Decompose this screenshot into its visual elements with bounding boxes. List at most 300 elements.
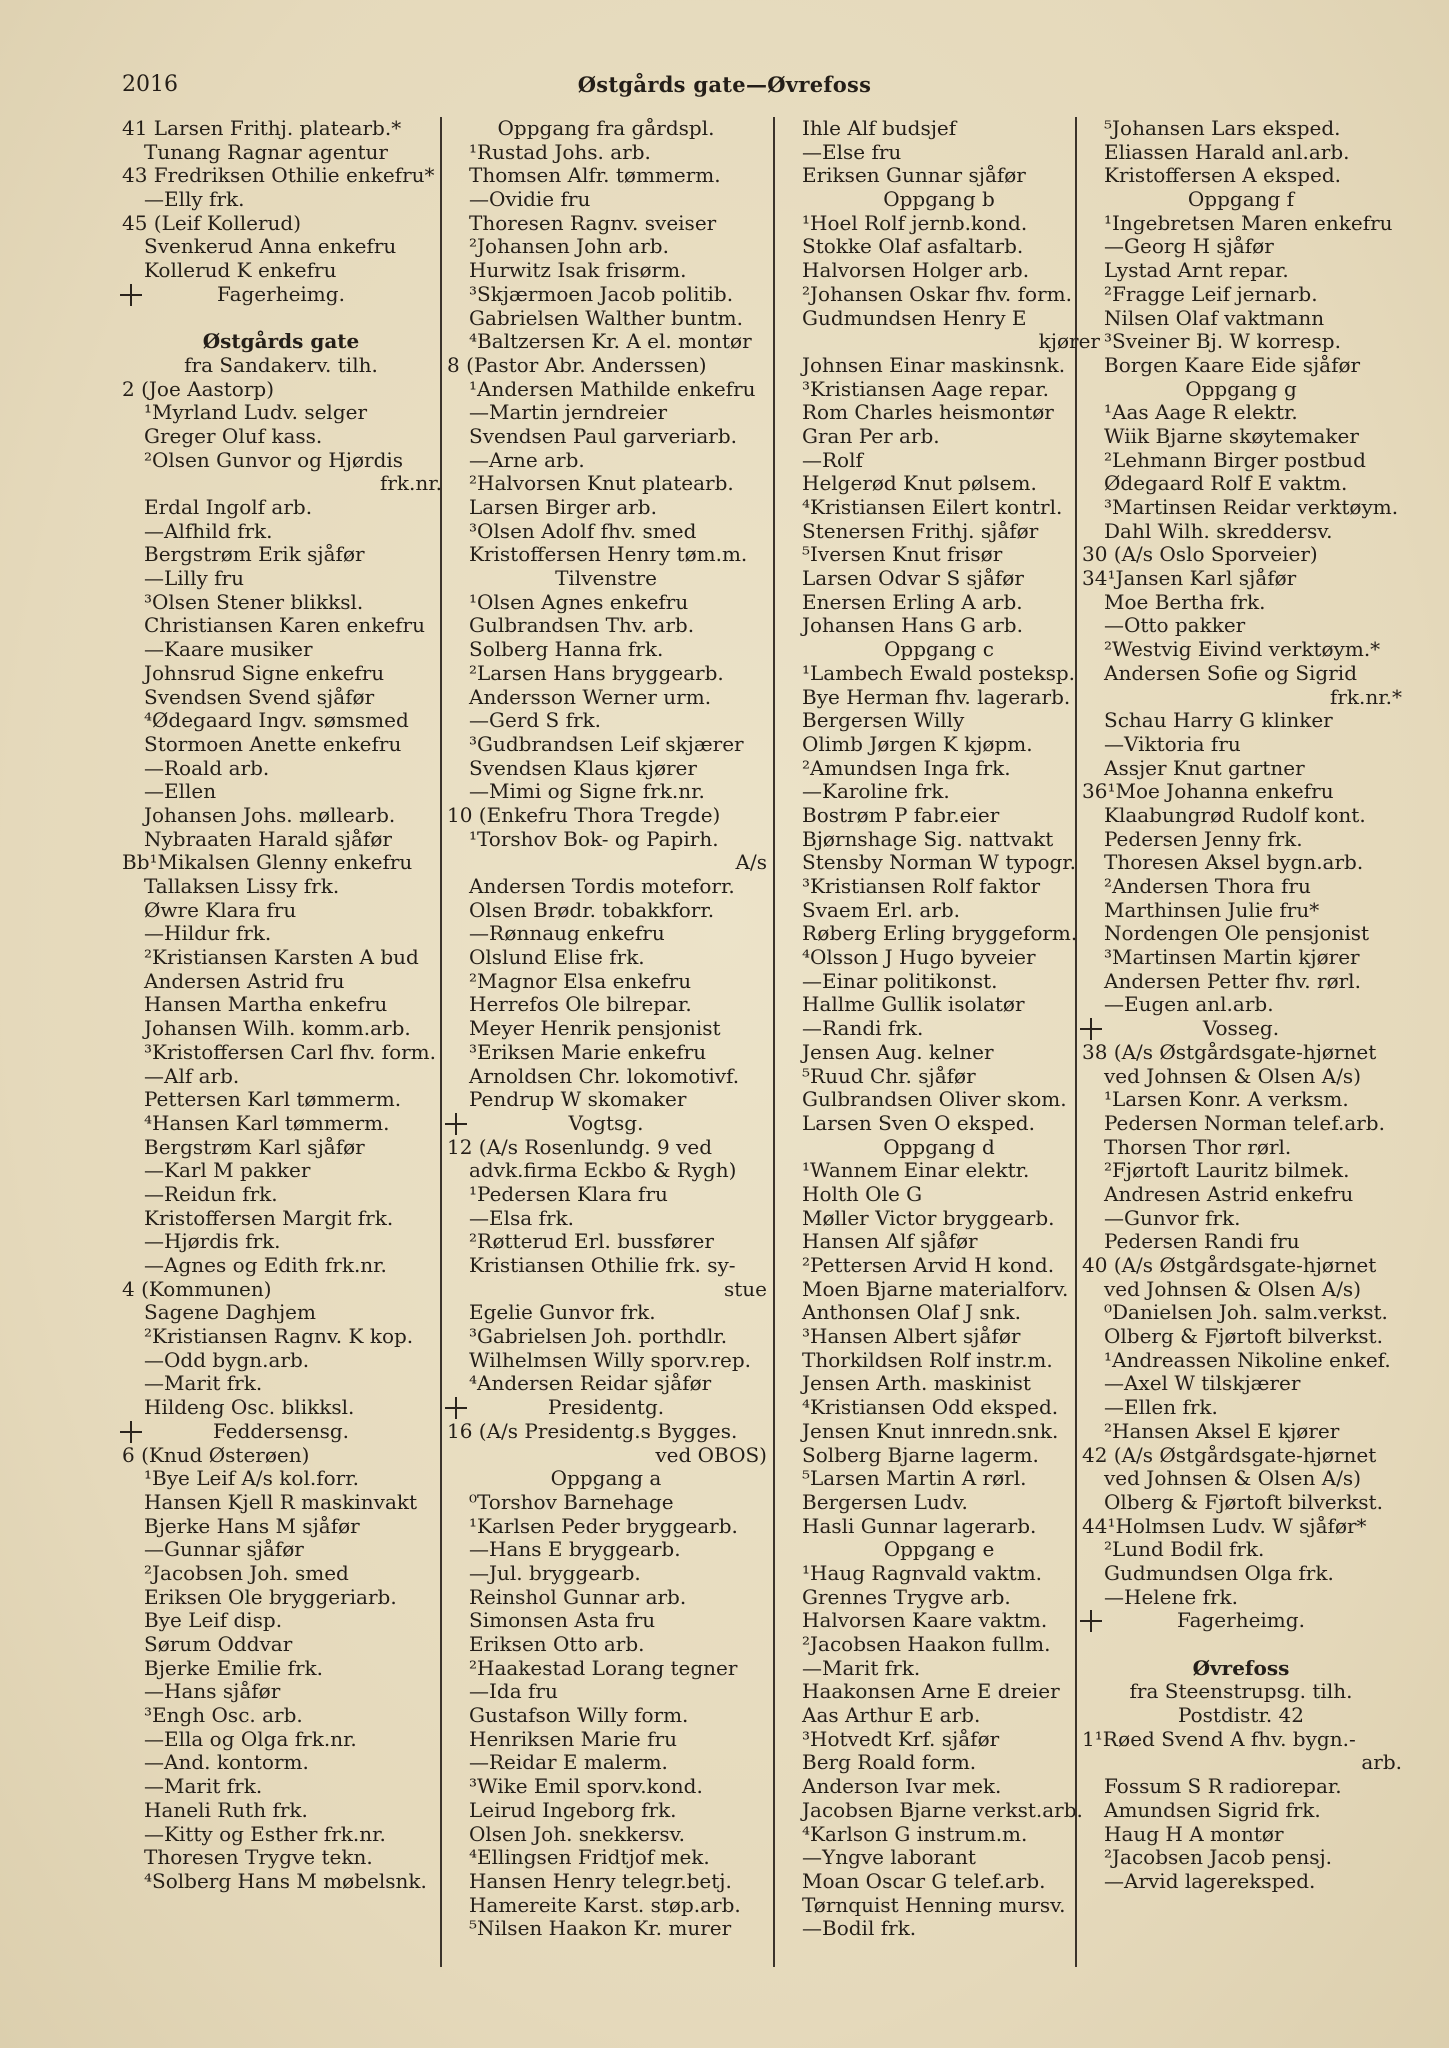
resident-entry: Bye Leif disp. [144,1608,283,1633]
resident-entry: Andresen Astrid enkefru [1104,1181,1354,1206]
section-label: Oppgang f [1187,187,1295,212]
resident-entry: —Roald arb. [144,755,270,780]
resident-entry: Thomsen Alfr. tømmerm. [469,163,721,188]
section-label: Tilvenstre [555,566,657,591]
resident-entry: Eriksen Gunnar sjåfør [802,163,1026,188]
resident-entry: ³Martinsen Martin kjører [1104,945,1360,970]
resident-entry: Jensen Aug. kelner [802,1039,994,1064]
resident-entry: —Jul. bryggearb. [469,1560,641,1585]
resident-entry: —Kitty og Esther frk.nr. [144,1821,386,1846]
resident-entry: Svendsen Klaus kjører [469,755,697,780]
section-label: fra Steenstrupsg. tilh. [1129,1679,1353,1704]
resident-entry: ⁵Johansen Lars eksped. [1104,116,1341,140]
resident-entry: Reinshol Gunnar arb. [469,1584,687,1609]
resident-entry: ²Jacobsen Jacob pensj. [1104,1845,1333,1870]
resident-entry: Svendsen Paul garveriarb. [469,423,737,448]
resident-entry: Larsen Birger arb. [469,495,657,519]
resident-entry: ³Kristiansen Rolf faktor [802,874,1041,898]
resident-entry: Wiik Bjarne skøytemaker [1104,423,1359,448]
resident-entry: —Einar politikonst. [802,968,998,993]
resident-entry: Thorkildsen Rolf instr.m. [802,1347,1053,1372]
resident-entry: Gabrielsen Walther buntm. [469,305,743,330]
resident-entry: —Marit frk. [144,1774,263,1799]
resident-entry: ³Wike Emil sporv.kond. [469,1774,703,1799]
cross-street: Fagerheimg. [120,283,442,307]
resident-entry: Moen Bjarne materialforv. [802,1276,1069,1301]
resident-entry: Gudmundsen Henry E [802,305,1027,330]
resident-entry: Schau Harry G klinker [1104,708,1333,733]
resident-entry: —Georg H sjåfør [1104,234,1274,259]
resident-entry: Andersson Werner urm. [469,684,712,709]
resident-entry: —Karoline frk. [802,779,950,804]
resident-entry: Ihle Alf budsjef [802,116,957,140]
resident-entry: ⁴Solberg Hans M møbelsnk. [144,1868,427,1893]
resident-entry: ²Magnor Elsa enkefru [469,968,692,993]
resident-entry: ⁵Nilsen Haakon Kr. murer [469,1916,732,1941]
resident-entry: ³Sveiner Bj. W korresp. [1104,329,1341,354]
resident-entry: ²Hansen Aksel E kjører [1104,1418,1340,1443]
resident-entry: ³Gabrielsen Joh. porthdlr. [469,1324,728,1349]
resident-entry: Eriksen Otto arb. [469,1632,645,1656]
resident-entry: Gustafson Willy form. [469,1703,689,1728]
resident-entry: Johnsen Einar maskinsnk. [802,352,1066,377]
resident-entry: Olslund Elise frk. [469,945,645,970]
resident-entry: ¹Wannem Einar elektr. [802,1158,1030,1183]
resident-entry: ved Johnsen & Olsen A/s) [1104,1466,1361,1491]
section-label: Postdistr. 42 [1177,1703,1304,1728]
resident-entry: —Arvid lagereksped. [1104,1868,1316,1893]
resident-entry: ⁴Kristiansen Eilert kontrl. [802,495,1063,519]
resident-entry: ²Haakestad Lorang tegner [469,1655,738,1680]
resident-entry: Hallme Gullik isolatør [802,992,1025,1017]
resident-entry: ³Hotvedt Krf. sjåfør [802,1726,1000,1751]
continuation-line: stue [723,1276,767,1301]
resident-entry: —Rønnaug enkefru [469,921,665,946]
resident-entry: —Hjørdis frk. [144,1229,281,1254]
resident-entry: Røberg Erling bryggeform. [802,921,1078,946]
resident-entry: Herrefos Ole bilrepar. [469,992,692,1017]
resident-entry: ³Olsen Adolf fhv. smed [469,518,697,543]
house-entry: 4 (Kommunen) [122,1276,272,1301]
resident-entry: Simonsen Asta fru [469,1608,656,1633]
resident-entry: Kollerud K enkefru [144,258,337,283]
house-entry: 36¹Moe Johanna enkefru [1082,779,1334,804]
spacer [1080,1633,1402,1657]
resident-entry: Hansen Martha enkefru [144,992,388,1017]
resident-entry: Tunang Ragnar agentur [144,139,388,164]
resident-entry: ¹Larsen Konr. A verksm. [1104,1087,1349,1112]
house-entry: 8 (Pastor Abr. Anderssen) [447,352,707,377]
resident-entry: Olsen Brødr. tobakkforr. [469,897,715,922]
resident-entry: Pedersen Randi fru [1104,1229,1300,1254]
resident-entry: Larsen Odvar S sjåfør [802,566,1024,591]
resident-entry: Bjerke Hans M sjåfør [144,1513,360,1538]
section-label: Oppgang g [1185,376,1297,401]
resident-entry: ²Larsen Hans bryggearb. [469,660,724,685]
resident-entry: ²Fragge Leif jernarb. [1104,281,1318,306]
resident-entry: Hurwitz Isak frisørm. [469,258,687,283]
resident-entry: ¹Torshov Bok- og Papirh. [469,826,719,851]
resident-entry: ⁴Kristiansen Odd eksped. [802,1395,1059,1420]
resident-entry: Bergersen Willy [802,708,965,733]
resident-entry: Stenersen Frithj. sjåfør [802,518,1039,543]
resident-entry: ³Martinsen Reidar verktøym. [1104,495,1399,519]
resident-entry: ¹Olsen Agnes enkefru [469,589,689,614]
house-entry: 44¹Holmsen Ludv. W sjåfør* [1082,1513,1367,1538]
continuation-line: kjører [1038,329,1100,354]
resident-entry: Christiansen Karen enkefru [144,613,425,638]
resident-entry: Solberg Bjarne lagerm. [802,1442,1039,1467]
resident-entry: ved Johnsen & Olsen A/s) [1104,1276,1361,1301]
resident-entry: ³Kristoffersen Carl fhv. form. [144,1039,436,1064]
resident-entry: Aas Arthur E arb. [802,1703,981,1728]
resident-entry: Leirud Ingeborg frk. [469,1797,677,1822]
resident-entry: Hildeng Osc. blikksl. [144,1395,355,1420]
spacer [120,307,442,331]
resident-entry: —And. kontorm. [144,1750,309,1775]
resident-entry: Jacobsen Bjarne verkst.arb. [802,1797,1083,1822]
resident-entry: Svaem Erl. arb. [802,897,960,922]
resident-entry: Halvorsen Holger arb. [802,258,1030,283]
resident-entry: Fossum S R radiorepar. [1104,1774,1342,1799]
resident-entry: —Hildur frk. [144,921,272,946]
resident-entry: —Lilly fru [144,566,244,591]
resident-entry: Thoresen Trygve tekn. [144,1845,373,1870]
resident-entry: —Reidar E malerm. [469,1750,668,1775]
resident-entry: —Ellen [144,779,217,804]
resident-entry: —Hans E bryggearb. [469,1537,681,1562]
resident-entry: Jensen Arth. maskinist [802,1371,1031,1396]
resident-entry: —Kaare musiker [144,637,313,662]
resident-entry: ²Pettersen Arvid H kond. [802,1253,1055,1277]
resident-entry: Gulbrandsen Oliver skom. [802,1087,1067,1112]
cross-street: Presidentg. [445,1396,767,1420]
resident-entry: Andersen Tordis moteforr. [469,874,735,898]
resident-entry: —Rolf [802,447,863,472]
resident-entry: Moe Bertha frk. [1104,589,1266,614]
resident-entry: ²Røtterud Erl. bussfører [469,1229,714,1254]
column-divider [773,117,775,1967]
resident-entry: ¹Andreassen Nikoline enkef. [1104,1347,1391,1372]
resident-entry: ⁴Hansen Karl tømmerm. [144,1110,390,1135]
continuation-line: arb. [1361,1750,1402,1775]
resident-entry: Solberg Hanna frk. [469,637,664,662]
resident-entry: ⁴Karlson G instrum.m. [802,1821,1028,1846]
resident-entry: Stormoen Anette enkefru [144,731,402,756]
resident-entry: Jensen Knut innredn.snk. [802,1418,1059,1443]
house-entry: 6 (Knud Østerøen) [122,1442,310,1467]
resident-entry: Andersen Astrid fru [144,968,345,993]
resident-entry: Marthinsen Julie fru* [1104,897,1320,922]
resident-entry: Bergstrøm Karl sjåfør [144,1134,365,1159]
resident-entry: ²Halvorsen Knut platearb. [469,471,734,496]
column-3 [778,117,1100,1941]
column-2 [445,117,767,1941]
resident-entry: ²Andersen Thora fru [1104,874,1311,898]
resident-entry: ²Fjørtoft Lauritz bilmek. [1104,1158,1350,1183]
house-entry: 1¹Røed Svend A fhv. bygn.- [1082,1726,1356,1751]
resident-entry: —Arne arb. [469,447,585,472]
resident-entry: Hansen Henry telegr.betj. [469,1868,732,1893]
resident-entry: —Yngve laborant [802,1845,976,1870]
resident-entry: ved Johnsen & Olsen A/s) [1104,1063,1361,1088]
house-entry: 12 (A/s Rosenlundg. 9 ved [447,1134,712,1159]
resident-entry: Olimb Jørgen K kjøpm. [802,731,1033,756]
resident-entry: —Marit frk. [144,1371,263,1396]
page-header: Østgårds gate—Øvrefoss [577,72,872,97]
section-label: Oppgang a [550,1466,662,1491]
resident-entry: Stensby Norman W typogr. [802,850,1077,875]
resident-entry: ⁴Andersen Reidar sjåfør [469,1371,712,1396]
resident-entry: Gran Per arb. [802,423,940,448]
resident-entry: ²Johansen John arb. [469,234,669,259]
page-number: 2016 [122,72,178,97]
resident-entry: ¹Lambech Ewald posteksp. [802,660,1075,685]
resident-entry: Nybraaten Harald sjåfør [144,826,392,851]
resident-entry: —Viktoria fru [1104,731,1241,756]
resident-entry: Ødegaard Rolf E vaktm. [1104,471,1348,496]
section-label: Oppgang b [883,187,995,212]
resident-entry: —Alfhild frk. [144,518,273,543]
house-entry: 34¹Jansen Karl sjåfør [1082,566,1297,591]
resident-entry: Klaabungrød Rudolf kont. [1104,802,1366,827]
resident-entry: —Randi frk. [802,1016,924,1041]
resident-entry: ⁴Ødegaard Ingv. sømsmed [144,708,409,733]
resident-entry: Haakonsen Arne E dreier [802,1679,1060,1704]
resident-entry: ²Westvig Eivind verktøym.* [1104,637,1381,662]
column-1 [120,117,442,1894]
house-entry: 16 (A/s Presidentg.s Bygges. [447,1418,738,1443]
resident-entry: Sagene Daghjem [144,1300,316,1325]
section-label: fra Sandakerv. tilh. [184,352,378,377]
resident-entry: Bjerke Emilie frk. [144,1655,323,1680]
column-4 [1080,117,1402,1894]
resident-entry: —Alf arb. [144,1063,240,1088]
continuation-line: frk.nr.* [1329,684,1402,709]
cross-street: Vogtsg. [445,1112,767,1136]
resident-entry: Thoresen Ragnv. sveiser [469,210,717,235]
resident-entry: ²Johansen Oskar fhv. form. [802,281,1072,306]
resident-entry: —Else fru [802,139,902,164]
resident-entry: Enersen Erling A arb. [802,589,1023,614]
resident-entry: Lystad Arnt repar. [1104,258,1289,283]
resident-entry: Anthonsen Olaf J snk. [802,1300,1021,1325]
resident-entry: ³Kristiansen Aage repar. [802,376,1049,401]
resident-entry: Grennes Trygve arb. [802,1584,1011,1609]
resident-entry: Dahl Wilh. skreddersv. [1104,518,1333,543]
resident-entry: —Ovidie fru [469,187,591,212]
section-label: Oppgang e [883,1537,995,1562]
resident-entry: Hamereite Karst. støp.arb. [469,1892,741,1917]
resident-entry: —Gunvor frk. [1104,1205,1241,1230]
resident-entry: ³Eriksen Marie enkefru [469,1039,707,1064]
resident-entry: Tørnquist Henning mursv. [802,1892,1066,1917]
resident-entry: ⁴Olsson J Hugo byveier [802,945,1036,970]
resident-entry: Olberg & Fjørtoft bilverkst. [1104,1489,1383,1514]
resident-entry: ³Gudbrandsen Leif skjærer [469,731,744,756]
resident-entry: Olsen Joh. snekkersv. [469,1821,685,1846]
cross-street: Vosseg. [1080,1017,1402,1041]
section-label: Oppgang c [884,637,994,662]
resident-entry: ¹Hoel Rolf jernb.kond. [802,210,1028,235]
resident-entry: Anderson Ivar mek. [802,1774,1002,1799]
house-entry: 40 (A/s Østgårdsgate-hjørnet [1082,1253,1377,1277]
house-entry: Bb¹Mikalsen Glenny enkefru [122,850,413,875]
street-heading: Østgårds gate [202,329,360,354]
resident-entry: Svenkerud Anna enkefru [144,234,397,259]
resident-entry: Eliassen Harald anl.arb. [1104,139,1350,164]
cross-street: Feddersensg. [120,1420,442,1444]
resident-entry: —Mimi og Signe frk.nr. [469,779,705,804]
resident-entry: Hansen Kjell R maskinvakt [144,1489,418,1514]
resident-entry: Tallaksen Lissy frk. [144,874,340,898]
resident-entry: Meyer Henrik pensjonist [469,1016,721,1041]
resident-entry: —Ida fru [469,1679,558,1704]
house-entry: 41 Larsen Frithj. platearb.* [122,116,402,140]
house-entry: 10 (Enkefru Thora Tregde) [447,802,721,827]
resident-entry: Olberg & Fjørtoft bilverkst. [1104,1324,1383,1349]
resident-entry: Bye Herman fhv. lagerarb. [802,684,1071,709]
house-entry: 2 (Joe Aastorp) [122,376,275,401]
resident-entry: Haug H A montør [1104,1821,1284,1846]
resident-entry: —Otto pakker [1104,613,1246,638]
resident-entry: ¹Andersen Mathilde enkefru [469,376,756,401]
resident-entry: ¹Haug Ragnvald vaktm. [802,1560,1043,1585]
resident-entry: ²Kristiansen Karsten A bud [144,945,419,970]
resident-entry: ⁰Torshov Barnehage [469,1489,674,1514]
resident-entry: Amundsen Sigrid frk. [1104,1797,1321,1822]
resident-entry: Greger Oluf kass. [144,423,323,448]
resident-entry: —Gerd S frk. [469,708,602,733]
resident-entry: Pedersen Jenny frk. [1104,826,1303,851]
section-label: Oppgang d [883,1134,995,1159]
resident-entry: Gudmundsen Olga frk. [1104,1560,1334,1585]
resident-entry: —Reidun frk. [144,1181,278,1206]
resident-entry: Pendrup W skomaker [469,1087,687,1112]
resident-entry: Egelie Gunvor frk. [469,1300,656,1325]
resident-entry: Helgerød Knut pølsem. [802,471,1037,496]
resident-entry: advk.firma Eckbo & Rygh) [469,1158,737,1183]
resident-entry: —Odd bygn.arb. [144,1347,310,1372]
resident-entry: Kristoffersen Henry tøm.m. [469,542,748,567]
resident-entry: —Gunnar sjåfør [144,1537,304,1562]
resident-entry: —Ellen frk. [1104,1395,1218,1420]
resident-entry: Borgen Kaare Eide sjåfør [1104,352,1361,377]
resident-entry: ²Kristiansen Ragnv. K kop. [144,1324,414,1349]
resident-entry: —Helene frk. [1104,1584,1239,1609]
resident-entry: —Eugen anl.arb. [1104,992,1274,1017]
resident-entry: ³Engh Osc. arb. [144,1703,303,1728]
resident-entry: Arnoldsen Chr. lokomotivf. [469,1063,740,1088]
house-entry: 30 (A/s Oslo Sporveier) [1082,542,1318,567]
resident-entry: Haneli Ruth frk. [144,1797,308,1822]
resident-entry: Halvorsen Kaare vaktm. [802,1608,1048,1633]
cross-street: Fagerheimg. [1080,1609,1402,1633]
house-entry: 38 (A/s Østgårdsgate-hjørnet [1082,1039,1377,1064]
resident-entry: ¹Aas Aage R elektr. [1104,400,1298,425]
resident-entry: Pettersen Karl tømmerm. [144,1087,402,1112]
resident-entry: Berg Roald form. [802,1750,977,1775]
section-label: Oppgang fra gårdspl. [497,116,715,140]
resident-entry: —Hans sjåfør [144,1679,281,1704]
resident-entry: ¹Karlsen Peder bryggearb. [469,1513,738,1538]
resident-entry: Gulbrandsen Thv. arb. [469,613,695,638]
resident-entry: ²Jacobsen Haakon fullm. [802,1632,1051,1656]
continuation-line: A/s [735,850,767,875]
resident-entry: —Ella og Olga frk.nr. [144,1726,357,1751]
resident-entry: Moan Oscar G telef.arb. [802,1868,1046,1893]
resident-entry: Johnsrud Signe enkefru [144,660,385,685]
resident-entry: Johansen Wilh. komm.arb. [144,1016,411,1041]
resident-entry: ²Olsen Gunvor og Hjørdis [144,447,404,472]
resident-entry: ⁵Ruud Chr. sjåfør [802,1063,976,1088]
resident-entry: —Elsa frk. [469,1205,574,1230]
resident-entry: Assjer Knut gartner [1104,755,1305,780]
resident-entry: Svendsen Svend sjåfør [144,684,375,709]
resident-entry: Hasli Gunnar lagerarb. [802,1513,1037,1538]
resident-entry: Johansen Johs. møllearb. [144,802,396,827]
resident-entry: ¹Ingebretsen Maren enkefru [1104,210,1393,235]
resident-entry: —Axel W tilskjærer [1104,1371,1301,1396]
resident-entry: Bjørnshage Sig. nattvakt [802,826,1054,851]
resident-entry: Øwre Klara fru [144,897,297,922]
resident-entry: ¹Pedersen Klara fru [469,1181,668,1206]
resident-entry: Nilsen Olaf vaktmann [1104,305,1325,330]
resident-entry: ⁵Iversen Knut frisør [802,542,1003,567]
resident-entry: Bergersen Ludv. [802,1489,968,1514]
resident-entry: Henriksen Marie fru [469,1726,677,1751]
resident-entry: Bergstrøm Erik sjåfør [144,542,365,567]
resident-entry: —Elly frk. [144,187,245,212]
resident-entry: Erdal Ingolf arb. [144,495,313,519]
resident-entry: Stokke Olaf asfaltarb. [802,234,1024,259]
resident-entry: Kristoffersen Margit frk. [144,1205,394,1230]
house-entry: 45 (Leif Kollerud) [122,210,302,235]
resident-entry: —Bodil frk. [802,1916,917,1941]
house-entry: 43 Fredriksen Othilie enkefru* [122,163,435,188]
street-heading: Øvrefoss [1192,1655,1290,1680]
resident-entry: Hansen Alf sjåfør [802,1229,978,1254]
continuation-line: frk.nr. [379,471,442,496]
resident-entry: Johansen Hans G arb. [802,613,1023,638]
continuation-line: ved OBOS) [655,1442,767,1467]
resident-entry: Thorsen Thor rørl. [1104,1134,1292,1159]
resident-entry: ⁴Baltzersen Kr. A el. montør [469,329,752,354]
resident-entry: —Martin jerndreier [469,400,668,425]
resident-entry: ²Amundsen Inga frk. [802,755,1011,780]
resident-entry: Nordengen Ole pensjonist [1104,921,1370,946]
resident-entry: Pedersen Norman telef.arb. [1104,1110,1385,1135]
resident-entry: Wilhelmsen Willy sporv.rep. [469,1347,751,1372]
resident-entry: Andersen Petter fhv. rørl. [1104,968,1361,993]
resident-entry: ³Olsen Stener blikksl. [144,589,364,614]
resident-entry: ⁰Danielsen Joh. salm.verkst. [1104,1300,1388,1325]
resident-entry: Holth Ole G [802,1181,923,1206]
resident-entry: —Marit frk. [802,1655,921,1680]
resident-entry: Kristiansen Othilie frk. sy- [469,1253,736,1277]
resident-entry: ⁴Ellingsen Fridtjof mek. [469,1845,710,1870]
resident-entry: ¹Bye Leif A/s kol.forr. [144,1466,359,1491]
resident-entry: Bostrøm P fabr.eier [802,802,1000,827]
resident-entry: —Agnes og Edith frk.nr. [144,1253,387,1277]
resident-entry: Sørum Oddvar [144,1632,293,1656]
resident-entry: ²Jacobsen Joh. smed [144,1560,349,1585]
resident-entry: Møller Victor bryggearb. [802,1205,1055,1230]
resident-entry: Andersen Sofie og Sigrid [1104,660,1357,685]
resident-entry: ²Lund Bodil frk. [1104,1537,1265,1562]
resident-entry: ²Lehmann Birger postbud [1104,447,1366,472]
resident-entry: ³Hansen Albert sjåfør [802,1324,1021,1349]
